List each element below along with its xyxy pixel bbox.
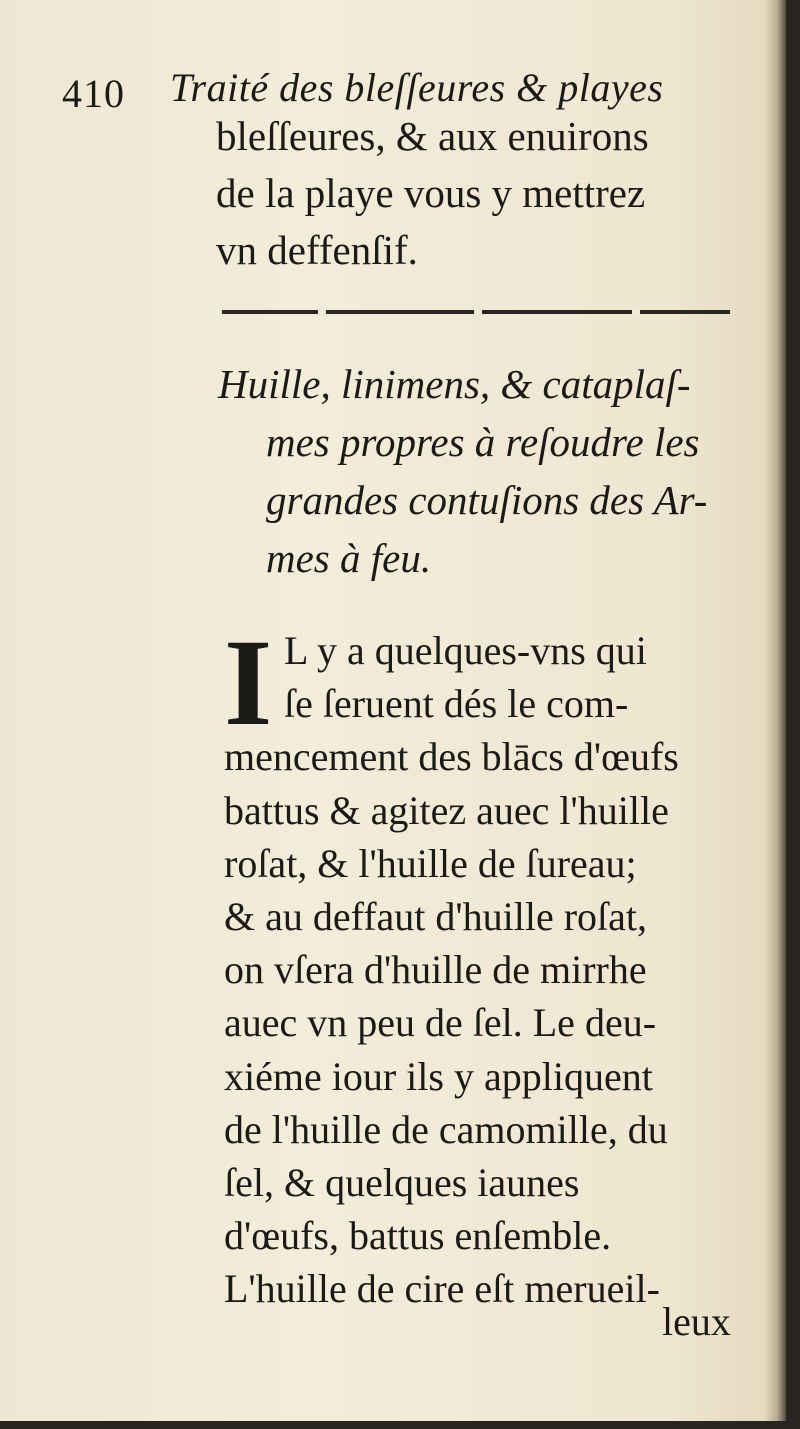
body-line: ſel, & quelques iaunes	[224, 1160, 580, 1206]
page-number: 410	[62, 71, 125, 116]
rule-break	[474, 306, 482, 316]
page-edge-shadow	[764, 0, 786, 1421]
body-line: xiéme iour ils y appliquent	[224, 1053, 653, 1099]
body-line: ſe ſeruent dés le com-	[284, 681, 629, 727]
catchword: leux	[662, 1299, 731, 1344]
body-line: roſat, & l'huille de ſureau;	[224, 840, 637, 886]
text-line: bleſſeures, & aux enuirons	[216, 113, 649, 159]
body-line: L'huille de cire eſt merueil-	[224, 1266, 660, 1312]
heading-line: mes propres à reſoudre les	[266, 419, 700, 465]
heading-line: mes à feu.	[266, 535, 432, 581]
body-line: de l'huille de camomille, du	[224, 1106, 668, 1152]
body-line: auec vn peu de ſel. Le deu-	[224, 1000, 657, 1046]
body-line: d'œufs, battus enſemble.	[224, 1213, 612, 1259]
section-heading	[218, 355, 758, 587]
text-line: de la playe vous y mettrez	[216, 170, 646, 216]
heading-line: Huille, linimens, & cataplaſ-	[218, 361, 691, 407]
continuation-text	[216, 108, 756, 279]
text-line: vn deffenſif.	[216, 227, 418, 273]
body-line: L y a quelques-vns qui	[284, 628, 647, 673]
drop-cap: I	[224, 614, 273, 751]
rule-break	[318, 306, 326, 316]
heading-line: grandes contuſions des Ar-	[266, 477, 708, 523]
body-paragraph	[224, 614, 754, 1316]
running-head: Traité des bleſſeures & playes	[170, 65, 664, 110]
rule-break	[632, 306, 640, 316]
body-line: battus & agitez auec l'huille	[224, 787, 669, 833]
body-line: on vſera d'huille de mirrhe	[224, 947, 647, 993]
body-line: & au deffaut d'huille roſat,	[224, 894, 648, 940]
body-line: mencement des blācs d'œufs	[224, 734, 679, 780]
